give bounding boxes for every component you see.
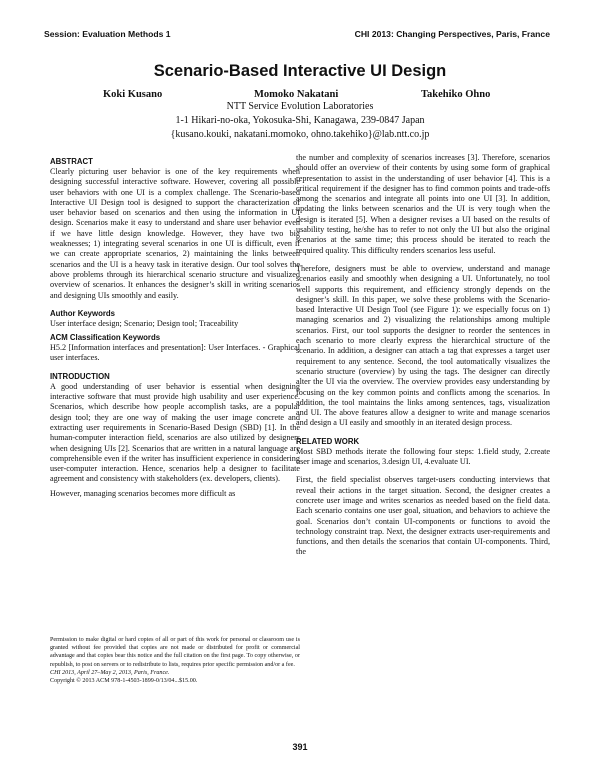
affiliation-address: 1-1 Hikari-no-oka, Yokosuka-Shi, Kanagawa, 239-0847 Japan [175, 115, 425, 126]
author-name: Koki Kusano [103, 89, 163, 100]
body-paragraph: the number and complexity of scenarios increases [3]. Therefore, scenarios should offer an overview of their contents by using some form of graphical representation to assist in the understanding of user behavior [4]. This is a critical requirement if the designer has to find common points and trade-offs among the scenarios and integrate all points into one UI [3]. In addition, updating the links between scenarios and the UI is very tough when the design is iterated [5]. When a designer revises a UI based on the results of usability testing, he/she has to refer to not only the UI but also the original scenarios at the same time; this process should be iterated to reach the required quality. This difficulty renders scenarios less useful. [296, 153, 550, 255]
related-work-heading: RELATED WORK [296, 436, 360, 446]
acm-classification-text: H5.2 [Information interfaces and presentation]: User Interfaces. - Graphical user interfaces. [50, 343, 300, 363]
introduction-paragraph: However, managing scenarios becomes more difficult as [50, 488, 236, 498]
copyright-line: Copyright © 2013 ACM 978-1-4503-1899-0/13/04...$15.00. [50, 678, 198, 685]
related-work-paragraph: Most SBD methods iterate the following four steps: 1.field study, 2.create user image and scenarios, 3.design UI, 4.evaluate UI. [296, 446, 550, 467]
introduction-heading: INTRODUCTION [50, 371, 110, 381]
permission-notice [50, 636, 300, 685]
running-header-session: Session: Evaluation Methods 1 [44, 29, 171, 39]
author-keywords-heading: Author Keywords [50, 308, 115, 318]
affiliation-emails: {kusano.kouki, nakatani.momoko, ohno.takehiko}@lab.ntt.co.jp [170, 129, 430, 140]
body-paragraph: Therefore, designers must be able to overview, understand and manage scenarios easily and smoothly when designing a UI. Unfortunately, no tool well supports this requirement, and efficiency strongly depends on the designer’s skill. In this paper, we solve these problems with the Scenario-based Interactive UI Design Tool (see Figure 1): we especially focus on 1) managing scenarios and 2) visualizing the relationships among multiple scenarios. First, our tool supports the designer to reorder the sentences in each scenario to more clearly express the hierarchical structure of the scenario. In addition, a designer can attach a tag that expresses a target user requirement to any sentence. Second, the tool automatically visualizes the scenario structure (overview) by using the tags. The designer can directly alter the UI via the overview. The overview provides easy understanding by focusing on the key common points and conflicts among the scenarios. In addition, the tool maintains the links among sentences, tags, visualization and UI. The above features allow a designer to write and manage scenarios and design a UI easily and smoothly in an iterated design process. [296, 263, 550, 428]
related-work-paragraph: First, the field specialist observes target-users conducting interviews that reveal their actions in the target situation. Second, the designer creates a concrete user image and writes scenarios as needed based on the field data. Each scenario contains one user goal, situation, and behaviors to achieve the goal. Scenarios don’t contain UI-components or functions to avoid the technology constraint trap. Next, the designer extracts user-requirements and functions, and then details the scenarios that contain UI-components. Third, the [296, 475, 550, 557]
author-name: Momoko Nakatani [254, 89, 339, 100]
acm-classification-heading: ACM Classification Keywords [50, 333, 161, 343]
affiliation-lab: NTT Service Evolution Laboratories [226, 101, 374, 112]
page-number: 391 [292, 742, 308, 752]
left-column [50, 157, 300, 507]
author-name: Takehiko Ohno [421, 89, 491, 100]
venue-line: CHI 2013, April 27–May 2, 2013, Paris, France. [50, 669, 170, 676]
author-keywords-text: User interface design; Scenario; Design tool; Traceability [50, 318, 239, 328]
running-header-conference: CHI 2013: Changing Perspectives, Paris, France [354, 29, 550, 39]
abstract-heading: ABSTRACT [50, 157, 93, 166]
right-column [296, 153, 550, 566]
introduction-paragraph: A good understanding of user behavior is essential when designing interactive software that must provide high usability and user experience. Scenarios, which describe how people accomplish tasks, are a popular design tool; they are one way of making the user image concrete and extracting user requirements in Scenario-Based Design (SBD) [1]. In the human-computer interaction field, scenarios are also utilized by designers when designing UIs [2]. Scenarios that are written in a natural language are comprehensible even if the writer has insufficient experience in considering user-computer interaction. Hence, scenarios help a designer to facilitate agreement and consistency with stakeholders (ex. developers, clients). [50, 381, 300, 484]
permission-text: Permission to make digital or hard copies of all or part of this work for personal or classroom use is granted without fee provided that copies are not made or distributed for profit or commercial advantage and that copies bear this notice and the full citation on the first page. To copy otherwise, or republish, to post on servers or to redistribute to lists, requires prior specific permission and/or a fee. [50, 637, 300, 668]
abstract-text: Clearly picturing user behavior is one of the key requirements when designing successful interactive software. However, covering all possible user behaviors with one UI is a complex challenge. The Scenario-based Interactive UI Design tool is designed to support the characterization of user behavior based on scenarios and then using the information in UI design. Scenarios make it easy to understand and share user behavior even if we have little design knowledge. However, they have two big weaknesses; 1) integrating several scenarios in one UI is difficult, even if we can create appropriate scenarios, 2) maintaining the links between scenarios and the UI is a heavy task in iterative design. Our tool solves the above problems through its hierarchical scenario structure and visualized overview of scenarios. It enhances the designer’s skill in writing scenarios and designing UIs smoothly and easily. [50, 167, 300, 300]
paper-title: Scenario-Based Interactive UI Design [153, 62, 447, 80]
